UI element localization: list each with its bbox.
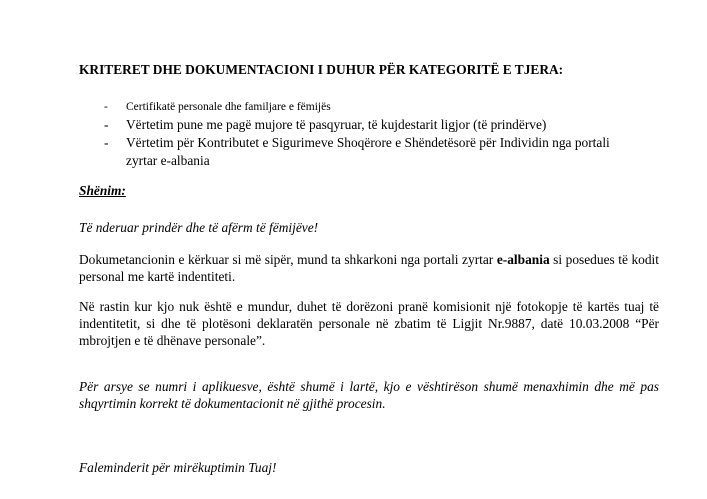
greeting-text: Të nderuar prindër dhe të afërm të fëmijëve!	[79, 220, 319, 235]
bullet-dash: -	[104, 135, 109, 150]
reason-paragraph: Për arsye se numri i aplikuesve, është shumë i lartë, kjo e vështirëson shumë menaxhimin dhe më pas shqyrtimin korrekt të dokumentacionit në gjithë procesin.	[79, 379, 659, 411]
bullet-dash: -	[104, 117, 109, 132]
section-heading: KRITERET DHE DOKUMENTACIONI I DUHUR PËR KATEGORITË E TJERA:	[79, 62, 564, 77]
case-paragraph: Në rastin kur kjo nuk është e mundur, duhet të dorëzoni pranë komisionit një fotokopje të kartës tuaj të indentitetit, si dhe të plotësoni deklaratën personale në zbatim të Ligjit Nr.9887, datë 10.03.2008 “Për mbrojtjen e të dhënave personale”.	[79, 299, 659, 348]
list-item	[104, 98, 644, 116]
thanks-text: Faleminderit për mirëkuptimin Tuaj!	[79, 460, 277, 475]
documents-paragraph	[79, 251, 659, 285]
bullet-dash: -	[104, 101, 108, 113]
documents-text-before: Dokumetancionin e kërkuar si më sipër, mund ta shkarkoni nga portali zyrtar	[79, 252, 497, 267]
requirements-list	[104, 98, 644, 170]
requirement-text: Certifikatë personale dhe familjare e fëmijës	[126, 101, 331, 113]
requirement-text: Vërtetim për Kontributet e Sigurimeve Shoqërore e Shëndetësorë për Individin nga portali zyrtar e-albania	[126, 135, 610, 168]
portal-name: e-albania	[496, 252, 550, 267]
list-item	[104, 116, 644, 134]
list-item	[104, 134, 644, 170]
note-title: Shënim:	[79, 183, 126, 198]
documents-text-after: si posedues të kodit personal me kartë indentiteti.	[79, 252, 659, 284]
requirement-text: Vërtetim pune me pagë mujore të pasqyruar, të kujdestarit ligjor (të prindërve)	[126, 117, 547, 132]
